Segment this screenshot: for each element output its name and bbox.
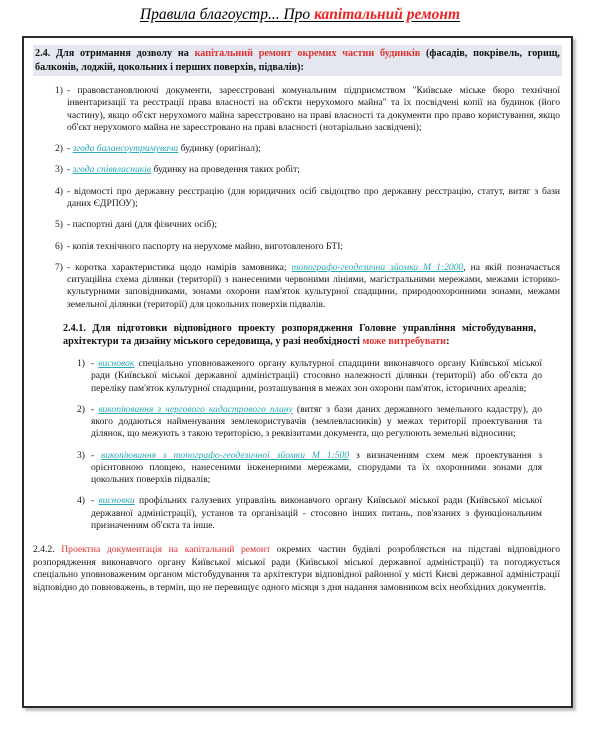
- list-item: [33, 404, 562, 441]
- list-item-marker: 2): [55, 143, 63, 155]
- list-item: [33, 262, 562, 311]
- list-item-text: [67, 241, 562, 253]
- list-item: [33, 358, 562, 395]
- list-item: [33, 241, 562, 253]
- list-item-marker: 4): [77, 495, 85, 507]
- list-item-body: з визначенням схем меж проектування з орієнтовною площею, нанесеними інженерними мережами, спорудами та їх охоронними зонами для цокольних поверхів підвалів;: [91, 449, 543, 486]
- list-item-text: [67, 262, 562, 311]
- inline-link[interactable]: висновок: [98, 357, 135, 369]
- list-item-dash: -: [67, 85, 78, 97]
- list-item-body: копія технічного паспорту на нерухоме майно, виготовленого БТІ;: [72, 240, 344, 252]
- inline-link[interactable]: викопіювання з чергового кадастрового плану: [98, 403, 293, 415]
- section-2-4-2-text-after: окремих частин будівлі розробляється на підставі відповідного розпорядження виконавчого органу Київської міської ради (Київської міської державної адміністрації) та погоджується спеціально уповноваженим органом містобудування та архітектури відповідної районної у місті Києві державної адміністрації відповідно до повноважень, в термін, що не перевищує одного місяця з дня надання замовником всіх необхідних документів.: [33, 544, 560, 594]
- list-item-dash: -: [67, 164, 73, 176]
- page-title-lead: Правила благоустр... Про: [139, 6, 315, 23]
- list-item-dash: -: [67, 240, 73, 252]
- list-item: [33, 186, 562, 211]
- list-item-body: будинку (оригінал);: [178, 143, 261, 155]
- list-item-text: [67, 143, 562, 155]
- section-2-4-1-text-before: Для підготовки відповідного проекту розпорядження Головне управління містобудування, архітектури та дизайну міського середовища, у разі необхідності: [63, 322, 536, 348]
- page-title: [0, 0, 600, 28]
- section-2-4-1-text-red: може витребувати: [362, 336, 447, 348]
- list-item: [33, 450, 562, 487]
- section-2-4-number: 2.4.: [35, 48, 51, 59]
- list-item-body: правовстановлюючі документи, зареєстровані комунальним підприємством "Київське міське бюро технічної інвентаризації та реєстрації права власності на об'єкти нерухомого майна" та їх посвідчені копії на будинок (його частину), якщо об'єкт нерухомого майна зареєстровано на праві власності та документи про право користування, якщо об'єкт нерухомого майна не зареєстровано на праві власності (нотаріально засвідчені);: [67, 85, 560, 133]
- list-item: [33, 143, 562, 155]
- list-item-body: паспортні дані (для фізичних осіб);: [72, 219, 218, 231]
- section-2-4-2-text-red: Проектна документація на капітальний ремонт: [61, 544, 271, 556]
- list-item-marker: 3): [55, 164, 63, 176]
- list-item-dash: -: [91, 403, 99, 415]
- list-item: [33, 219, 562, 231]
- list-item-marker: 2): [77, 403, 85, 415]
- list-item-body-before: коротка характеристика щодо намірів замовника;: [75, 261, 292, 273]
- list-item-body: (витяг з бази даних державного земельного кадастру), до якого додаються найменування землекористувачів (землевласників) у межах території проектування та ділянок, що межують з такою територією, з реквізитами документа, що регулюють земельні відносини;: [91, 403, 542, 440]
- list-item-body: відомості про державну реєстрацію (для юридичних осіб свідоцтво про державну реєстрацію, статут, витяг з бази даних ЄДРПОУ);: [67, 185, 561, 209]
- page-title-highlight: капітальний ремонт: [314, 6, 461, 23]
- inline-link[interactable]: висновки: [98, 495, 135, 507]
- inline-link[interactable]: згода балансоутримувача: [72, 143, 179, 155]
- list-item-dash: -: [67, 219, 73, 231]
- section-2-4-heading: [33, 45, 562, 76]
- section-2-4-1-number: 2.4.1.: [63, 322, 86, 334]
- list-item-dash: -: [67, 143, 73, 155]
- inline-link[interactable]: викопіювання з топографо-геодезичної зйомки М 1:500: [101, 449, 350, 461]
- section-2-4-1-list: [33, 358, 562, 532]
- document-content-box: [22, 36, 573, 708]
- section-2-4-1-heading: [33, 322, 562, 349]
- list-item-dash: -: [67, 261, 76, 273]
- list-item: [33, 495, 562, 532]
- list-item-marker: 3): [77, 449, 85, 461]
- inline-link[interactable]: згода співвласників: [72, 164, 152, 176]
- section-2-4-text-after: (фасадів, покрівель, горищ, балконів, лоджій, цокольних і перших поверхів, підвалів):: [35, 48, 560, 73]
- list-item-dash: -: [67, 185, 74, 197]
- list-item-text: [91, 450, 562, 487]
- list-item-marker: 7): [55, 261, 63, 273]
- list-item-text: [91, 495, 562, 532]
- section-2-4-list: [33, 85, 562, 311]
- list-item-body-after: , на якій позначається ситуаційна схема ділянки (території) з нанесеними червоними лініями, магістральними мережами, межами історико-культурними заповідниками, зонами охорони пам'яток культурної спадщини, природоохоронними зонами, межами земельної ділянки (території) для цокольних поверхів підвалів.: [67, 261, 561, 310]
- list-item-dash: -: [91, 357, 99, 369]
- list-item-marker: 4): [55, 185, 63, 197]
- list-item-text: [67, 186, 562, 211]
- list-item-dash: -: [91, 495, 99, 507]
- list-item-body: профільних галузевих управлінь виконавчого органу Київської міської ради (Київської міської державної адміністрації), установ та організацій - стосовно інших питань, пов'язаних з функціональним призначенням об'єкта та інше.: [91, 495, 542, 531]
- list-item-body: будинку на проведення таких робіт;: [151, 164, 300, 176]
- list-item-marker: 1): [77, 357, 85, 369]
- list-item-marker: 1): [55, 85, 63, 97]
- list-item-marker: 6): [55, 240, 63, 252]
- list-item-dash: -: [91, 449, 102, 461]
- list-item-body: спеціально уповноваженого органу культурної спадщини виконавчого органу Київської міської ради (Київської міської державної адміністрації) стосовно належності ділянки (території) або об'єкта до переліку пам'яток культурної спадщини, розташування в межах зон охорони пам'яток, історичних ареалів;: [91, 357, 542, 394]
- section-2-4-1-text-after: :: [446, 336, 450, 348]
- list-item-text: [91, 358, 562, 395]
- list-item-text: [67, 164, 562, 176]
- list-item-text: [67, 85, 562, 134]
- section-2-4-2-number: 2.4.2.: [33, 544, 62, 556]
- list-item-marker: 5): [55, 219, 63, 231]
- list-item-text: [91, 404, 562, 441]
- inline-link[interactable]: топографо-геодезична зйомка М 1:2000: [291, 261, 464, 273]
- list-item: [33, 85, 562, 134]
- section-2-4-text-before: Для отримання дозволу на: [50, 48, 195, 59]
- list-item-text: [67, 219, 562, 231]
- list-item: [33, 164, 562, 176]
- section-2-4-text-red: капітальний ремонт окремих частин будинків: [194, 48, 421, 59]
- section-2-4-2-paragraph: [33, 544, 562, 595]
